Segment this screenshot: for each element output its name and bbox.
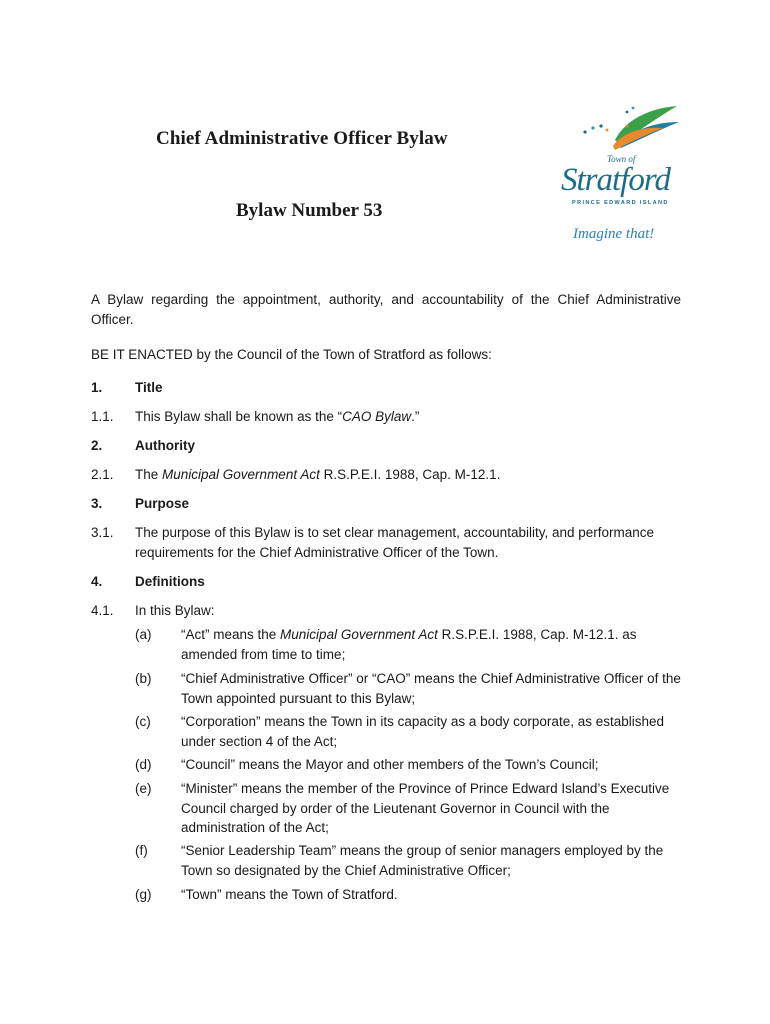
logo-town-of: Town of — [607, 154, 636, 164]
document-title: Chief Administrative Officer Bylaw — [156, 128, 448, 149]
definition-label: (e) — [135, 781, 152, 796]
intro-paragraph: A Bylaw regarding the appointment, authority, and accountability of the Chief Administrative Officer. — [91, 292, 681, 327]
definition-text: “Minister” means the member of the Province of Prince Edward Island’s Executive Council charged by order of the Lieutenant Governor in Council with the administration of the Act; — [181, 781, 670, 835]
section-number: 1. — [91, 380, 103, 395]
clause-text: This Bylaw shall be known as the “CAO Bylaw.” — [135, 409, 420, 424]
definition-label: (c) — [135, 714, 151, 729]
definition-label: (a) — [135, 627, 152, 642]
clause-number: 4.1. — [91, 603, 114, 618]
definition-text: “Act” means the Municipal Government Act R.S.P.E.I. 1988, Cap. M-12.1. as amended from time to time; — [181, 627, 637, 662]
definition-text: “Town” means the Town of Stratford. — [181, 887, 398, 902]
section-title: Title — [135, 380, 163, 395]
definition-text: “Chief Administrative Officer” or “CAO” means the Chief Administrative Officer of the Town appointed pursuant to this Bylaw; — [181, 671, 681, 706]
definition-label: (b) — [135, 671, 152, 686]
section-number: 3. — [91, 496, 103, 511]
definition-label: (d) — [135, 757, 152, 772]
bylaw-number: Bylaw Number 53 — [236, 200, 383, 221]
logo-town-name: Stratford — [561, 162, 670, 198]
clause-text: In this Bylaw: — [135, 603, 215, 618]
definition-text: “Council” means the Mayor and other members of the Town’s Council; — [181, 757, 599, 772]
clause-text: The Municipal Government Act R.S.P.E.I. 1988, Cap. M-12.1. — [135, 467, 501, 482]
logo-province: PRINCE EDWARD ISLAND — [572, 200, 669, 206]
definition-label: (f) — [135, 843, 148, 858]
town-logo — [555, 100, 685, 250]
clause-text: The purpose of this Bylaw is to set clear management, accountability, and performance requirements for the Chief Administrative Officer of the Town. — [135, 525, 655, 560]
clause-number: 3.1. — [91, 525, 114, 540]
clause-number: 2.1. — [91, 467, 114, 482]
section-title: Definitions — [135, 574, 205, 589]
definition-text: “Senior Leadership Team” means the group of senior managers employed by the Town so designated by the Chief Administrative Officer; — [181, 843, 664, 878]
section-title: Purpose — [135, 496, 190, 511]
clause-number: 1.1. — [91, 409, 114, 424]
definition-text: “Corporation” means the Town in its capacity as a body corporate, as established under section 4 of the Act; — [181, 714, 665, 749]
section-title: Authority — [135, 438, 195, 453]
logo-tagline: Imagine that! — [573, 226, 655, 242]
section-number: 4. — [91, 574, 103, 589]
section-number: 2. — [91, 438, 103, 453]
enactment-clause: BE IT ENACTED by the Council of the Town of Stratford as follows: — [91, 347, 492, 362]
definition-label: (g) — [135, 887, 152, 902]
